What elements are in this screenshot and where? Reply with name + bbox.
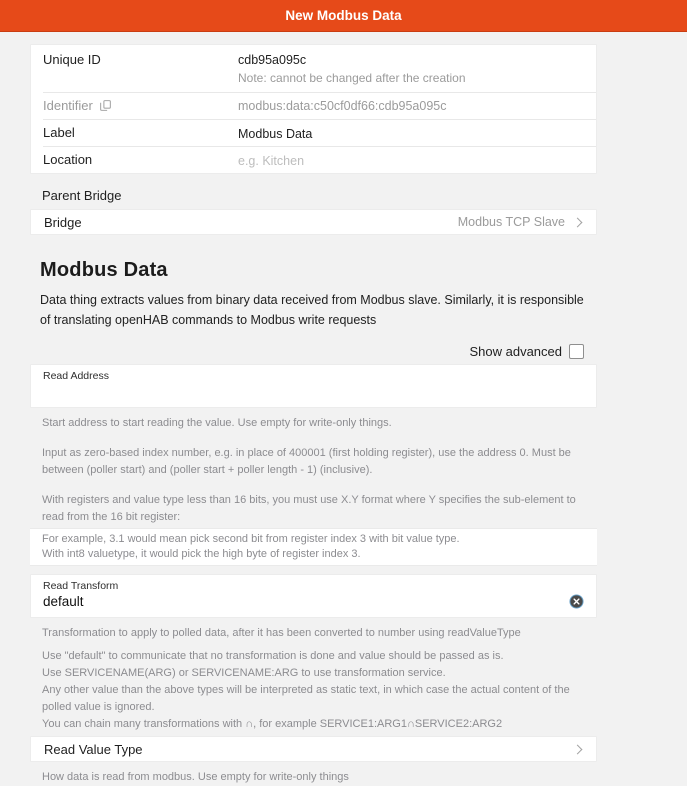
- read-transform-help-line: Any other value than the above types will be interpreted as static text, in which case the actual content of the polled value is ignored.: [42, 684, 570, 713]
- read-transform-input[interactable]: [43, 592, 568, 611]
- header: [0, 0, 687, 32]
- unique-id-label: Unique ID: [43, 52, 101, 67]
- bridge-row-label: Bridge: [44, 214, 82, 230]
- show-advanced-label: Show advanced: [469, 344, 562, 359]
- read-transform-field: [30, 574, 597, 618]
- unique-id-input[interactable]: [238, 52, 558, 68]
- location-row-label: Location: [43, 152, 93, 167]
- identifier-label-text: Identifier: [43, 98, 93, 113]
- read-address-label: Read Address: [43, 370, 109, 382]
- read-transform-help-block: [42, 648, 590, 733]
- clear-icon[interactable]: [568, 594, 584, 610]
- identity-card: [30, 44, 597, 174]
- bridge-row-value: Modbus TCP Slave: [457, 215, 565, 229]
- copy-icon[interactable]: [99, 99, 112, 112]
- show-advanced-checkbox[interactable]: [569, 344, 584, 359]
- chevron-right-icon: [573, 744, 583, 754]
- label-row-label: Label: [43, 125, 75, 140]
- unique-id-note: Note: cannot be changed after the creation: [238, 71, 466, 85]
- read-value-type-label: Read Value Type: [44, 741, 143, 757]
- read-transform-label: Read Transform: [43, 580, 119, 592]
- modbus-data-description: Data thing extracts values from binary data received from Modbus slave. Similarly, it is responsible of translating openHAB commands to Modbus write requests: [40, 293, 584, 327]
- read-value-type-row[interactable]: [30, 736, 597, 762]
- read-address-help-2: Input as zero-based index number, e.g. in place of 400001 (first holding register), use the address 0. Must be between (poller start) and (poller start + poller length - 1) (inclusive).: [42, 447, 571, 476]
- show-advanced-row: [30, 344, 597, 359]
- chevron-right-icon: [573, 217, 583, 227]
- read-address-help-1: Start address to start reading the value. Use empty for write-only things.: [42, 417, 392, 429]
- form-content: [30, 32, 597, 786]
- read-value-type-help: How data is read from modbus. Use empty for write-only things: [42, 771, 349, 783]
- read-address-example-2: With int8 valuetype, it would pick the high byte of register index 3.: [42, 548, 361, 560]
- read-address-input[interactable]: [43, 382, 584, 401]
- read-transform-help-1: Transformation to apply to polled data, after it has been converted to number using readValueType: [42, 627, 521, 639]
- identifier-row: [31, 92, 596, 119]
- identifier-value: modbus:data:c50cf0df66:cdb95a095c: [238, 99, 447, 113]
- bridge-row[interactable]: [30, 209, 597, 235]
- label-input[interactable]: [238, 126, 558, 142]
- modbus-data-heading: Modbus Data: [40, 259, 168, 281]
- location-input[interactable]: [238, 153, 558, 169]
- identifier-label: [43, 92, 238, 113]
- location-row: [31, 146, 596, 173]
- read-address-example-1: For example, 3.1 would mean pick second bit from register index 3 with bit value type.: [42, 533, 460, 545]
- read-address-help-3: With registers and value type less than 16 bits, you must use X.Y format where Y specifies the sub-element to read from the 16 bit register:: [42, 494, 576, 523]
- read-address-field: [30, 364, 597, 408]
- read-address-examples: [30, 528, 597, 566]
- read-transform-help-line: You can chain many transformations with ∩, for example SERVICE1:ARG1∩SERVICE2:ARG2: [42, 718, 503, 730]
- unique-id-row: [31, 45, 596, 92]
- parent-bridge-section-label: Parent Bridge: [42, 188, 122, 203]
- label-row: [31, 119, 596, 146]
- read-transform-help-line: Use "default" to communicate that no transformation is done and value should be passed as is.: [42, 650, 504, 662]
- page-title: New Modbus Data: [285, 8, 402, 23]
- read-transform-help-line: Use SERVICENAME(ARG) or SERVICENAME:ARG to use transformation service.: [42, 667, 446, 679]
